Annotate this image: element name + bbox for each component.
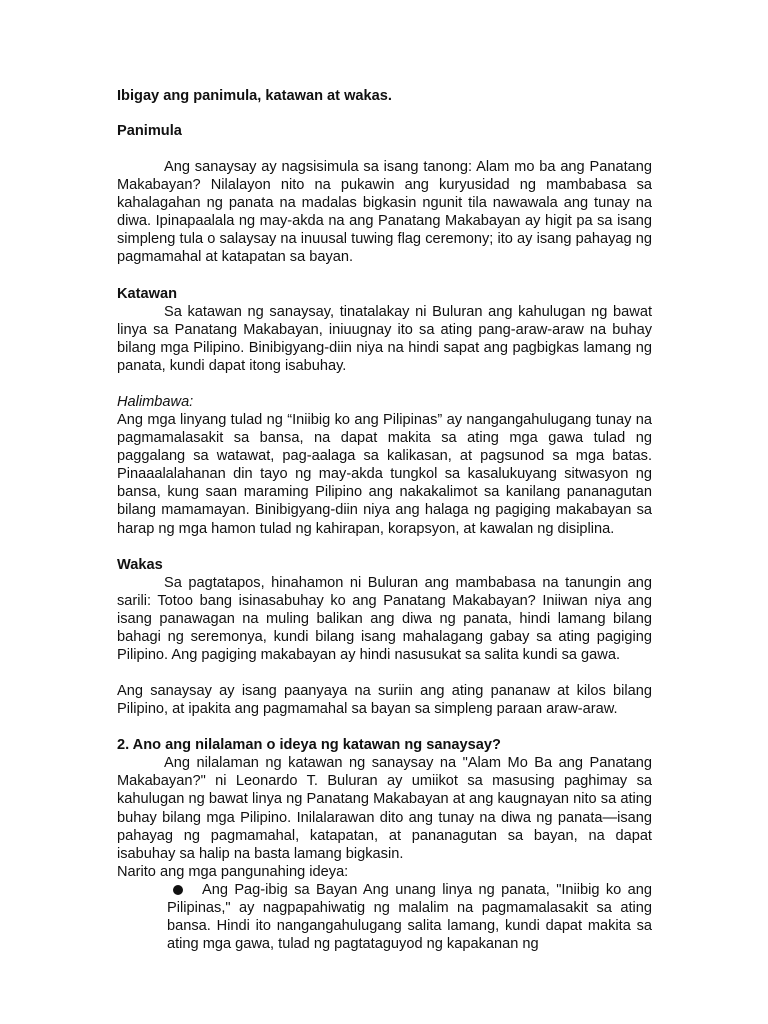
panimula-paragraph: Ang sanaysay ay nagsisimula sa isang tanong: Alam mo ba ang Panatang Makabayan? Nilalayon nito na pukawin ang kuryusidad ng mambabasa sa kahalagahan ng panata na madalas bigkasin ngunit tila nawawala ang tunay na diwa. Ipinapaalala ng may-akda na ang Panatang Makabayan ay higit pa sa isang simpleng tula o salaysay na inuusal tuwing flag ceremony; ito ay isang pahayag ng pagmamahal at katapatan sa bayan. (117, 159, 652, 266)
bullet-list-item (117, 881, 652, 953)
question2-heading: 2. Ano ang nilalaman o ideya ng katawan ng sanaysay? (117, 737, 501, 754)
example-paragraph: Ang mga linyang tulad ng “Iniibig ko ang Pilipinas” ay nangangahulugang tunay na pagmamalasakit sa bansa, na dapat makita sa ating mga gawa tulad ng paggalang sa watawat, pag-aalaga sa kalikasan, at pagsunod sa mga batas. Pinaaalalahanan din tayo ng may-akda tungkol sa kasalukuyang sitwasyon ng bansa, kung saan maraming Pilipino ang nakakalimot sa kanilang pananagutan bilang mamamayan. Binibigyang-diin niya ang halaga ng pagiging makabayan sa harap ng mga hamon tulad ng kahirapan, korapsyon, at kawalan ng disiplina. (117, 411, 652, 537)
bullet-dot-icon (173, 885, 183, 895)
katawan-paragraph: Sa katawan ng sanaysay, tinatalakay ni Buluran ang kahulugan ng bawat linya sa Panatang Makabayan, iniuugnay ito sa ating pang-araw-araw na buhay bilang mga Pilipino. Binibigyang-diin niya na hindi sapat ang pagbigkas lamang ng panata, kundi dapat itong isabuhay. (117, 303, 652, 374)
ideas-intro: Narito ang mga pangunahing ideya: (117, 863, 349, 880)
bullet-text: Ang Pag-ibig sa Bayan Ang unang linya ng panata, "Iniibig ko ang Pilipinas," ay nagpapahiwatig ng malalim na pagmamalasakit sa ating bansa. Hindi ito nangangahulugang salita lamang, kundi dapat makita sa ating mga gawa, tulad ng pagtataguyod ng kapakanan ng (167, 881, 652, 953)
question2-paragraph: Ang nilalaman ng katawan ng sanaysay na "Alam Mo Ba ang Panatang Makabayan?" ni Leonardo T. Buluran ay umiikot sa masusing paghimay sa kahulugan ng bawat linya ng Panatang Makabayan at ang kaugnayan nito sa ating buhay bilang mga Pilipino. Inilalarawan dito ang tunay na diwa ng panata—isang pahayag ng pagmamahal, katapatan, at pananagutan sa bayan, na dapat isabuhay sa halip na basta lamang bigkasin. (117, 755, 652, 862)
wakas-heading: Wakas (117, 556, 163, 573)
closing-paragraph: Ang sanaysay ay isang paanyaya na suriin ang ating pananaw at kilos bilang Pilipino, at ipakita ang pagmamahal sa bayan sa simpleng paraan araw-araw. (117, 683, 652, 718)
katawan-heading: Katawan (117, 285, 178, 302)
instruction-heading: Ibigay ang panimula, katawan at wakas. (117, 88, 392, 104)
panimula-heading: Panimula (117, 123, 182, 139)
wakas-paragraph: Sa pagtatapos, hinahamon ni Buluran ang mambabasa na tanungin ang sarili: Totoo bang isinasabuhay ko ang Panatang Makabayan? Iniiwan niya ang isang panawagan na muling balikan ang diwa ng panata, hindi lamang bilang bahagi ng seremonya, kundi bilang isang mahalagang gabay sa ating pagiging Pilipino. Ang pagiging makabayan ay hindi nasusukat sa salita kundi sa gawa. (117, 574, 652, 663)
example-label: Halimbawa: (117, 393, 194, 410)
